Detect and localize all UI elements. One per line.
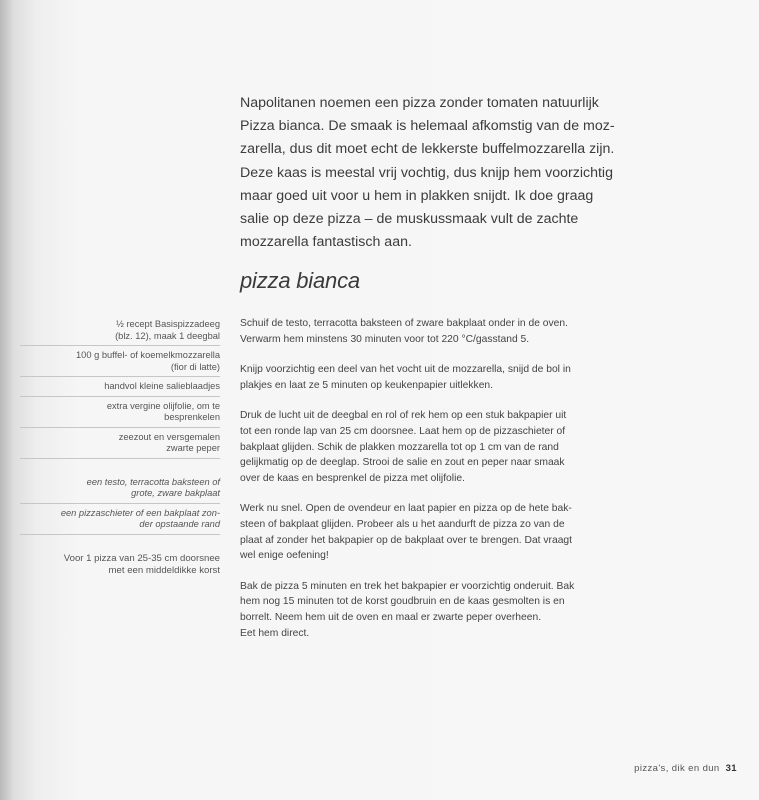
ingredient-line: extra vergine olijfolie, om te: [106, 400, 220, 411]
method-line: tot een ronde lap van 25 cm doorsnee. Laat hem op de pizzaschieter of: [240, 425, 566, 437]
yield-note: [20, 552, 220, 580]
intro-line: maar goed uit voor u hem in plakken snijdt. Ik doe graag: [240, 187, 594, 204]
method-line: Werk nu snel. Open de ovendeur en laat papier en pizza op de hete bak-: [240, 503, 572, 515]
page-number: 31: [725, 763, 737, 774]
intro-line: mozzarella fantastisch aan.: [240, 234, 412, 251]
recipe-title: pizza bianca: [240, 268, 360, 293]
page-footer: [634, 763, 737, 774]
equipment-item: [20, 507, 220, 535]
equipment-line: grote, zware bakplaat: [131, 488, 220, 498]
ingredient-line: zwarte peper: [166, 443, 220, 453]
intro-line: Deze kaas is meestal vrij vochtig, dus knijp hem voorzichtig: [240, 164, 613, 181]
method-line: bakplaat glijden. Schik de plakken mozzarella tot op 1 cm van de rand: [240, 441, 559, 453]
ingredient-item: [20, 400, 220, 428]
method-paragraph: [240, 408, 600, 486]
ingredient-item: [20, 380, 220, 397]
ingredient-item: [20, 431, 220, 459]
method-line: Knijp voorzichtig een deel van het vocht uit de mozzarella, snijd de bol in: [240, 364, 571, 376]
method-line: wel enige oefening!: [240, 550, 329, 562]
ingredient-item: [20, 349, 220, 377]
intro-line: zarella, dus dit moet echt de lekkerste buffelmozzarella zijn.: [240, 141, 615, 158]
intro-text: [240, 92, 620, 254]
spacer: [20, 462, 220, 476]
intro-line: salie op deze pizza – de muskussmaak vult de zachte: [240, 211, 579, 228]
method-paragraph: [240, 579, 600, 641]
ingredient-line: zeezout en versgemalen: [118, 431, 220, 442]
ingredients-sidebar: [20, 318, 220, 583]
ingredient-line: besprenkelen: [164, 412, 220, 422]
equipment-item: [20, 476, 220, 504]
method-line: hem nog 15 minuten tot de korst goudbruin en de kaas gesmolten is en: [240, 596, 565, 608]
spacer: [20, 538, 220, 552]
equipment-line: der opstaande rand: [139, 519, 220, 529]
method-line: borrelt. Neem hem uit de oven en maal er zwarte peper overheen.: [240, 611, 542, 623]
method-paragraph: [240, 362, 600, 393]
method-line: plakjes en laat ze 5 minuten op keukenpapier uitlekken.: [240, 379, 494, 391]
ingredient-line: ½ recept Basispizzadeeg: [116, 319, 220, 329]
ingredient-item: [20, 318, 220, 346]
method-paragraph: [240, 501, 600, 563]
ingredient-line: (fior di latte): [170, 361, 220, 372]
intro-line: Napolitanen noemen een pizza zonder tomaten natuurlijk: [240, 95, 599, 111]
method-line: steen of bakplaat glijden. Probeer als u het aandurft de pizza zo van de: [240, 518, 565, 530]
yield-line: met een middeldikke korst: [108, 564, 220, 576]
method-line: over de kaas en besprenkel de pizza met olijfolie.: [240, 472, 465, 484]
equipment-line: een testo, terracotta baksteen of: [86, 476, 220, 487]
method-line: Verwarm hem minstens 30 minuten voor tot 220 °C/gasstand 5.: [240, 333, 530, 345]
method-line: Eet hem direct.: [240, 627, 310, 639]
method-line: gelijkmatig op de deeglap. Strooi de salie en zout en peper naar smaak: [240, 457, 565, 469]
method-paragraph: [240, 316, 600, 347]
method-line: plaat af zonder het bakpapier op de bakplaat over te brengen. Dat vraagt: [240, 534, 573, 546]
method-line: Bak de pizza 5 minuten en trek het bakpapier er voorzichtig onderuit. Bak: [240, 580, 575, 592]
method-line: Schuif de testo, terracotta baksteen of zware bakplaat onder in de oven.: [240, 318, 568, 329]
section-name: pizza's, dik en dun: [634, 763, 720, 774]
equipment-line: een pizzaschieter of een bakplaat zon-: [60, 507, 220, 518]
ingredient-line: handvol kleine salieblaadjes: [104, 381, 220, 391]
yield-line: Voor 1 pizza van 25-35 cm doorsnee: [63, 552, 220, 564]
intro-line: Pizza bianca. De smaak is helemaal afkomstig van de moz-: [240, 118, 615, 135]
method-steps: [240, 316, 600, 656]
ingredient-line: (blz. 12), maak 1 deegbal: [115, 330, 220, 341]
method-line: Druk de lucht uit de deegbal en rol of rek hem op een stuk bakpapier uit: [240, 410, 567, 422]
ingredient-line: 100 g buffel- of koemelkmozzarella: [75, 350, 220, 360]
